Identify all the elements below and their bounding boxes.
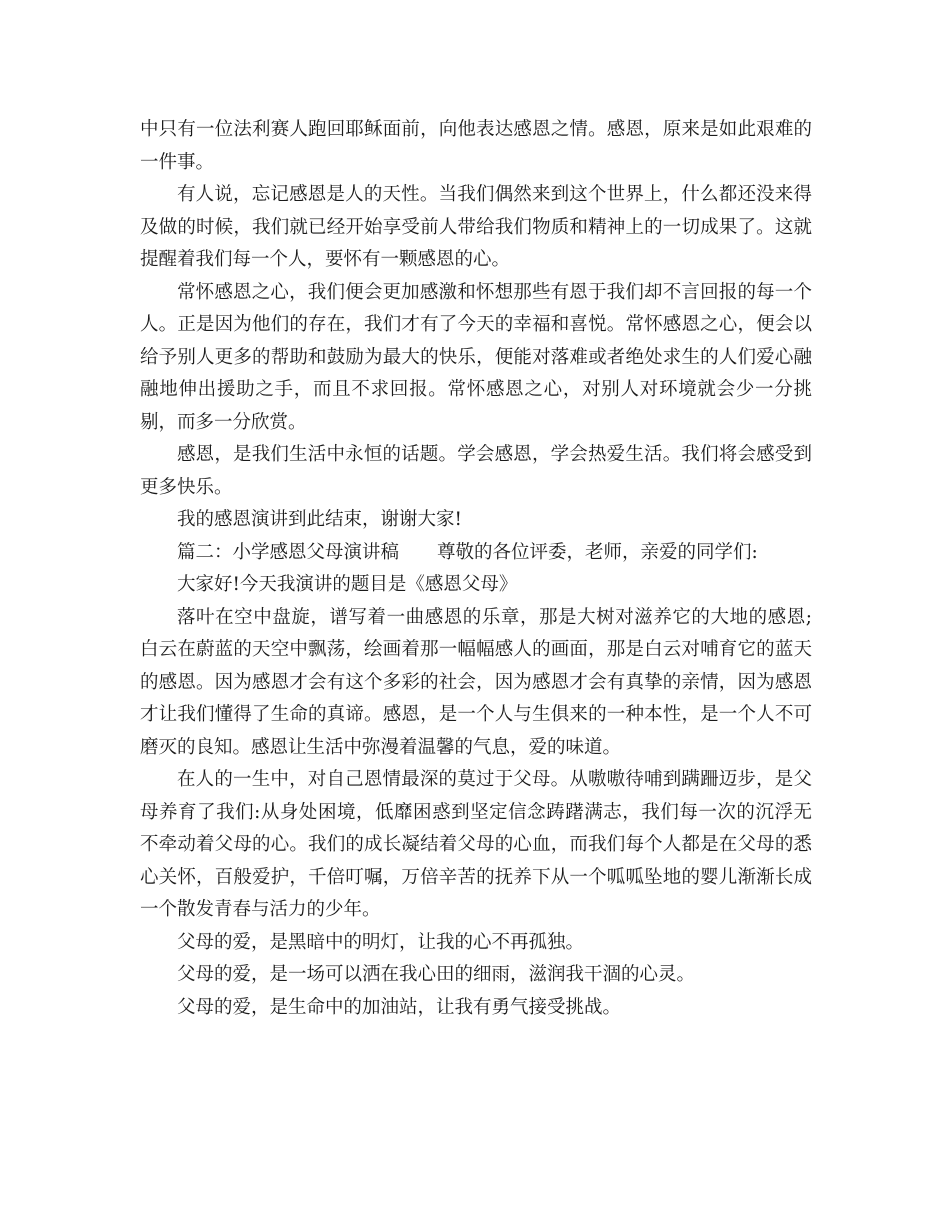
paragraph: 常怀感恩之心，我们便会更加感激和怀想那些有恩于我们却不言回报的每一个人。正是因为他们的存在，我们才有了今天的幸福和喜悦。常怀感恩之心，便会以给予别人更多的帮助和鼓励为最大的快乐，便能对落难或者绝处求生的人们爱心融融地伸出援助之手，而且不求回报。常怀感恩之心，对别人对环境就会少一分挑剔，而多一分欣赏。 [140,281,812,433]
paragraph: 在人的一生中，对自己恩情最深的莫过于父母。从嗷嗷待哺到蹒跚迈步，是父母养育了我们:从身处困境，低靡困惑到坚定信念踌躇满志，我们每一次的沉浮无不牵动着父母的心。我们的成长凝结着父母的心血，而我们每个人都是在父母的悉心关怀，百般爱护，千倍叮嘱，万倍辛苦的抚养下从一个呱呱坠地的婴儿渐渐长成一个散发青春与活力的少年。 [140,769,812,920]
paragraph: 父母的爱，是一场可以洒在我心田的细雨，滋润我干涸的心灵。 [177,964,696,985]
salutation: 尊敬的各位评委，老师，亲爱的同学们: [437,541,758,563]
paragraph-continuation: 中只有一位法利赛人跑回耶稣面前，向他表达感恩之情。感恩，原来是如此艰难的一件事。 [140,119,812,173]
section-heading-line [140,537,812,570]
greeting: 大家好!今天我演讲的题目是《感恩父母》 [177,574,518,595]
paragraph: 落叶在空中盘旋，谱写着一曲感恩的乐章，那是大树对滋养它的大地的感恩;白云在蔚蓝的天空中飘荡，绘画着那一幅幅感人的画面，那是白云对哺育它的蓝天的感恩。因为感恩才会有这个多彩的社会，因为感恩才会有真挚的亲情，因为感恩才让我们懂得了生命的真谛。感恩，是一个人与生俱来的一种本性，是一个人不可磨灭的良知。感恩让生活中弥漫着温馨的气息，爱的味道。 [140,606,812,758]
paragraph: 感恩，是我们生活中永恒的话题。学会感恩，学会热爱生活。我们将会感受到更多快乐。 [140,444,812,498]
document-body [140,114,812,1024]
paragraph: 父母的爱，是生命中的加油站，让我有勇气接受挑战。 [177,996,622,1018]
section-heading: 篇二：小学感恩父母演讲稿 [177,541,400,563]
paragraph: 父母的爱，是黑暗中的明灯，让我的心不再孤独。 [177,931,585,953]
paragraph: 有人说，忘记感恩是人的天性。当我们偶然来到这个世界上，什么都还没来得及做的时候，我们就已经开始享受前人带给我们物质和精神上的一切成果了。这就提醒着我们每一个人，要怀有一颗感恩的心。 [140,184,812,270]
closing-line: 我的感恩演讲到此结束，谢谢大家! [177,509,462,530]
